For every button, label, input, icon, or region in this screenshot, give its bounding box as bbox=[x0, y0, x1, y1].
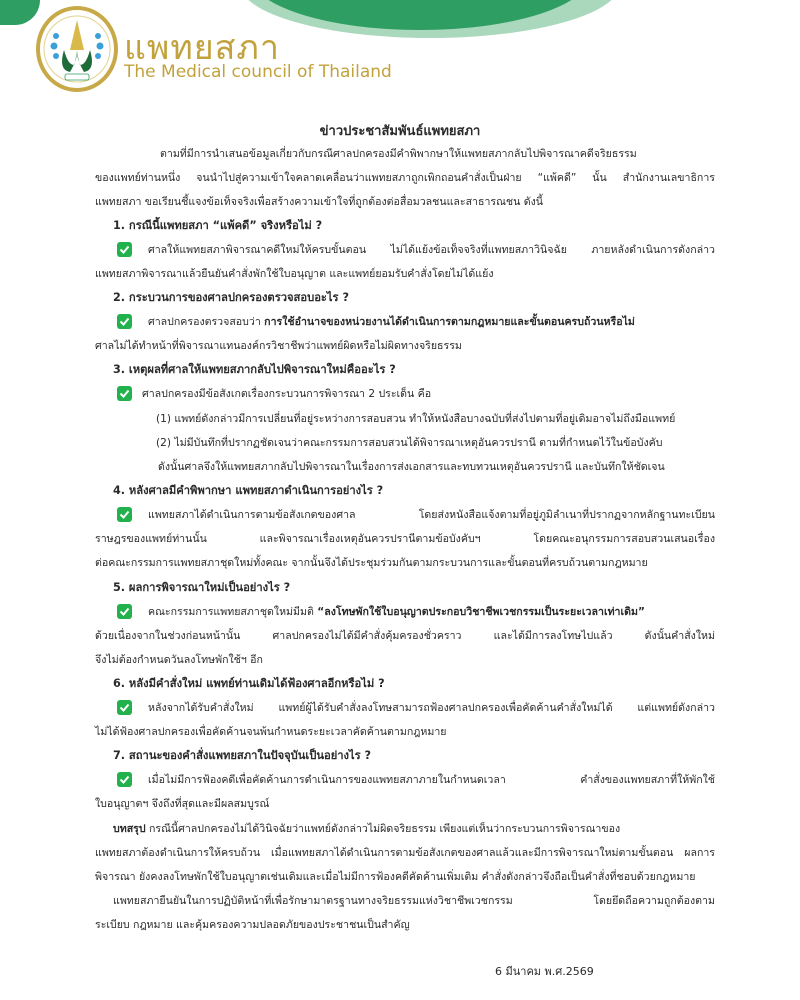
checkmark-icon bbox=[117, 604, 132, 619]
org-name-english: The Medical council of Thailand bbox=[124, 62, 392, 82]
section-text: แพทยสภาพิจารณาแล้วยืนยันคำสั่งพักใช้ใบอนุญาต และแพทย์ยอมรับคำสั่งโดยไม่ได้แย้ง bbox=[95, 268, 494, 280]
checkmark-icon bbox=[117, 700, 132, 715]
section-text bbox=[148, 604, 715, 620]
intro-line: ของแพทย์ท่านหนึ่ง จนนำไปสู่ความเข้าใจคลาดเคลื่อนว่าแพทยสภาถูกเพิกถอนคำสั่งเป็นฝ่าย “แพ้คดี” นั้น สำนักงานเลขาธิการ bbox=[95, 172, 715, 184]
section-heading: 2. กระบวนการของศาลปกครองตรวจสอบอะไร ? bbox=[113, 291, 349, 304]
section-lead: ศาลปกครองตรวจสอบว่า bbox=[148, 316, 265, 328]
conclusion-text: กรณีนี้ศาลปกครองไม่ได้วินิจฉัยว่าแพทย์ดังกล่าวไม่ผิดจริยธรรม เพียงแต่เห็นว่ากระบวนการพิจารณาของ bbox=[145, 823, 621, 835]
checkmark-icon bbox=[117, 242, 132, 257]
section-lead: คณะกรรมการแพทยสภาชุดใหม่มีมติ bbox=[148, 606, 318, 618]
section-text: ศาลให้แพทยสภาพิจารณาคดีใหม่ให้ครบขั้นตอน ไม่ได้แย้งข้อเท็จจริงที่แพทยสภาวินิจฉัย ภายหลังดำเนินการดังกล่าว bbox=[148, 244, 715, 256]
section-text: จึงไม่ต้องกำหนดวันลงโทษพักใช้ฯ อีก bbox=[95, 654, 263, 666]
conclusion-line: แพทยสภาต้องดำเนินการให้ครบถ้วน เมื่อแพทยสภาได้ดำเนินการตามข้อสังเกตของศาลแล้วและมีการพิจารณาใหม่ตามขั้นตอน ผลการ bbox=[95, 847, 715, 859]
section-text: ด้วยเนื่องจากในช่วงก่อนหน้านั้น ศาลปกครองไม่ได้มีคำสั่งคุ้มครองชั่วคราว และได้มีการลงโทษไปแล้ว ดังนั้นคำสั่งใหม่ bbox=[95, 630, 715, 642]
document-date: 6 มีนาคม พ.ศ.2569 bbox=[495, 965, 594, 978]
checkmark-icon bbox=[117, 386, 132, 401]
closing-line: แพทยสภายืนยันในการปฏิบัติหน้าที่เพื่อรักษามาตรฐานทางจริยธรรมแห่งวิชาชีพเวชกรรม โดยยึดถือความถูกต้องตาม bbox=[113, 895, 715, 907]
sub-point: (2) ไม่มีบันทึกที่ปรากฏชัดเจนว่าคณะกรรมการสอบสวนได้พิจารณาเหตุอันควรปรานี ตามที่กำหนดไว้ในข้อบังคับ bbox=[156, 437, 663, 449]
medical-council-logo bbox=[36, 6, 118, 92]
section-text: เมื่อไม่มีการฟ้องคดีเพื่อคัดค้านการดำเนินการของแพทยสภาภายในกำหนดเวลา คำสั่งของแพทยสภาที่ให้พักใช้ bbox=[148, 774, 715, 786]
section-lead-bold: “ลงโทษพักใช้ใบอนุญาตประกอบวิชาชีพเวชกรรมเป็นระยะเวลาเท่าเดิม” bbox=[317, 606, 645, 618]
intro-line: ตามที่มีการนำเสนอข้อมูลเกี่ยวกับกรณีศาลปกครองมีคำพิพากษาให้แพทยสภากลับไปพิจารณาคดีจริยธรรม bbox=[160, 148, 637, 160]
conclusion-line: พิจารณา ยังคงลงโทษพักใช้ใบอนุญาตเช่นเดิมและเมื่อไม่มีการฟ้องคดีคัดค้านเพิ่มเติม คำสั่งดังกล่าวจึงถือเป็นคำสั่งที่ชอบด้วยกฎหมาย bbox=[95, 871, 696, 883]
conclusion-line bbox=[113, 821, 715, 837]
section-text bbox=[148, 314, 715, 330]
document-title: ข่าวประชาสัมพันธ์แพทยสภา bbox=[319, 124, 481, 139]
section-text: ต่อคณะกรรมการแพทยสภาชุดใหม่ทั้งคณะ จากนั้นจึงได้ประชุมร่วมกันตามกระบวนการและขั้นตอนที่ครบถ้วนตามกฎหมาย bbox=[95, 557, 648, 569]
section-heading: 1. กรณีนี้แพทยสภา “แพ้คดี” จริงหรือไม่ ? bbox=[113, 219, 323, 232]
section-text: หลังจากได้รับคำสั่งใหม่ แพทย์ผู้ได้รับคำสั่งลงโทษสามารถฟ้องศาลปกครองเพื่อคัดค้านคำสั่งใหม่ได้ แต่แพทย์ดังกล่าว bbox=[148, 702, 715, 714]
section-heading: 6. หลังมีคำสั่งใหม่ แพทย์ท่านเดิมได้ฟ้องศาลอีกหรือไม่ ? bbox=[113, 677, 385, 690]
closing-line: ระเบียบ กฎหมาย และคุ้มครองความปลอดภัยของประชาชนเป็นสำคัญ bbox=[95, 919, 410, 931]
section-heading: 3. เหตุผลที่ศาลให้แพทยสภากลับไปพิจารณาใหม่คืออะไร ? bbox=[113, 363, 396, 376]
section-text: แพทยสภาได้ดำเนินการตามข้อสังเกตของศาล โดยส่งหนังสือแจ้งตามที่อยู่ภูมิลำเนาที่ปรากฏจากหลักฐานทะเบียน bbox=[148, 509, 715, 521]
sub-point: ดังนั้นศาลจึงให้แพทยสภากลับไปพิจารณาในเรื่องการส่งเอกสารและทบทวนเหตุอันควรปรานี และบันทึกให้ชัดเจน bbox=[158, 461, 665, 473]
section-heading: 4. หลังศาลมีคำพิพากษา แพทยสภาดำเนินการอย่างไร ? bbox=[113, 484, 384, 497]
intro-line: แพทยสภา ขอเรียนชี้แจงข้อเท็จจริงเพื่อสร้างความเข้าใจที่ถูกต้องต่อสื่อมวลชนและสาธารณชน ดังนี้ bbox=[95, 196, 544, 208]
section-text: ไม่ได้ฟ้องศาลปกครองเพื่อคัดค้านจนพ้นกำหนดระยะเวลาคัดค้านตามกฎหมาย bbox=[95, 726, 447, 738]
section-text: ราษฎรของแพทย์ท่านนั้น และพิจารณาเรื่องเหตุอันควรปรานีตามข้อบังคับฯ โดยคณะอนุกรรมการสอบสวนเสนอเรื่อง bbox=[95, 533, 715, 545]
section-heading: 7. สถานะของคำสั่งแพทยสภาในปัจจุบันเป็นอย่างไร ? bbox=[113, 749, 372, 762]
section-heading: 5. ผลการพิจารณาใหม่เป็นอย่างไร ? bbox=[113, 581, 291, 594]
section-text: ศาลไม่ได้ทำหน้าที่พิจารณาแทนองค์กรวิชาชีพว่าแพทย์ผิดหรือไม่ผิดทางจริยธรรม bbox=[95, 340, 462, 352]
section-text: ศาลปกครองมีข้อสังเกตเรื่องกระบวนการพิจารณา 2 ประเด็น คือ bbox=[142, 388, 432, 400]
section-text: ใบอนุญาตฯ จึงถึงที่สุดและมีผลสมบูรณ์ bbox=[95, 798, 270, 810]
checkmark-icon bbox=[117, 772, 132, 787]
checkmark-icon bbox=[117, 507, 132, 522]
section-lead-bold: การใช้อำนาจของหน่วยงานได้ดำเนินการตามกฎหมายและขั้นตอนครบถ้วนหรือไม่ bbox=[264, 316, 635, 328]
header-corner-decoration bbox=[0, 0, 40, 25]
checkmark-icon bbox=[117, 314, 132, 329]
sub-point: (1) แพทย์ดังกล่าวมีการเปลี่ยนที่อยู่ระหว่างการสอบสวน ทำให้หนังสือบางฉบับที่ส่งไปตามที่อยู่เดิมอาจไม่ถึงมือแพทย์ bbox=[156, 413, 676, 425]
org-name-thai: แพทยสภา bbox=[124, 28, 280, 68]
conclusion-label: บทสรุป bbox=[113, 823, 146, 835]
